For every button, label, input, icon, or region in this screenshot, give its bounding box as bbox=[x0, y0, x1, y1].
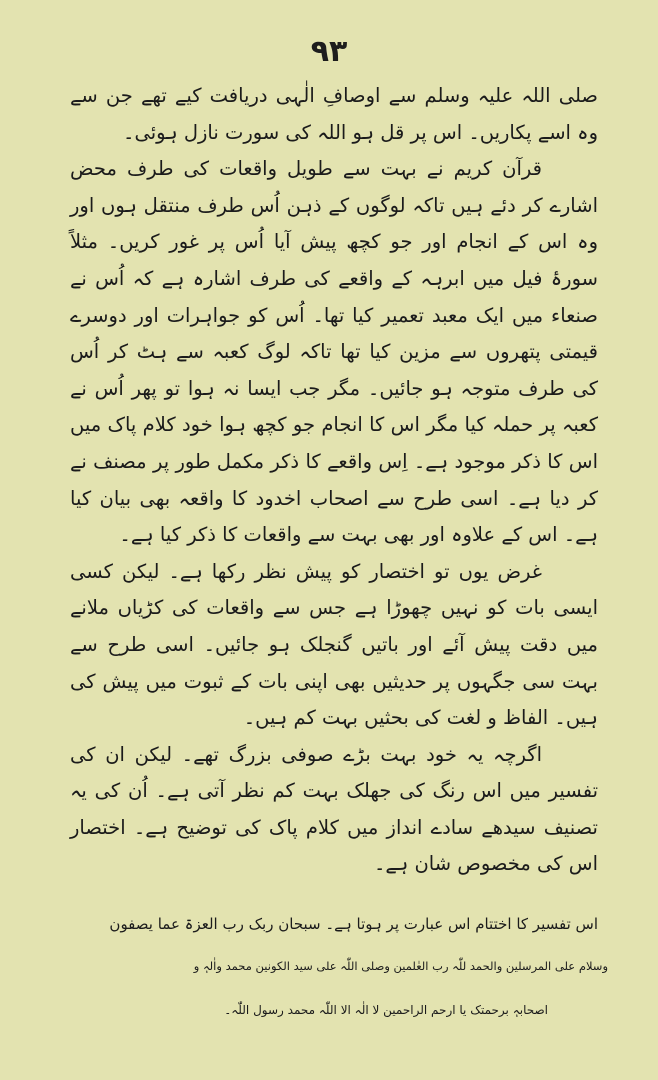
closing-line-2: وسلام علی المرسلین والحمد للّٰہ رب العٰلمین وصلی اللّٰہ علی سید الکونین محمد واٰلہٖ و bbox=[193, 959, 608, 973]
paragraph-1: صلی اللہ علیہ وسلم سے اوصافِ الٰہی دریافت کیے تھے جن سے وہ اسے پکاریں۔ اس پر قل ہو اللہ کی سورت نازل ہوئی۔ bbox=[70, 84, 598, 144]
closing-line-3: اصحابہٖ برحمتک یا ارحم الراحمین لا الٰہ الا اللّٰہ محمد رسول اللّٰہ۔ bbox=[224, 1003, 548, 1017]
closing-line-1: اس تفسیر کا اختتام اس عبارت پر ہوتا ہے۔ سبحان ربک رب العزۃ عما یصفون bbox=[109, 915, 598, 933]
paragraph-3: غرض یوں تو اختصار کو پیش نظر رکھا ہے۔ لیکن کسی ایسی بات کو نہیں چھوڑا ہے جس سے واقعات کی کڑیاں ملانے میں دقت پیش آئے اور باتیں گنجلک ہو جائیں۔ اسی طرح سے بہت سی جگہوں پر حدیثیں بھی اپنی بات کے ثبوت میں پیش کی ہیں۔ الفاظ و لغت کی بحثیں بہت کم ہیں۔ bbox=[70, 559, 598, 730]
page-number: ۹۳ bbox=[310, 34, 348, 69]
paragraph-4: اگرچہ یہ خود بہت بڑے صوفی بزرگ تھے۔ لیکن ان کی تفسیر میں اس رنگ کی جھلک بہت کم نظر آتی ہے۔ اُن کی یہ تصنیف سیدھے سادے انداز میں کلام پاک کی توضیح ہے۔ اختصار اس کی مخصوص شان ہے۔ bbox=[70, 742, 598, 876]
paragraph-2: قرآن کریم نے بہت سے طویل واقعات کی طرف محض اشارے کر دئے ہیں تاکہ لوگوں کے ذہن اُس طرف منتقل ہوں اور وہ اس کے انجام اور جو کچھ پیش آیا اُس پر غور کریں۔ مثلاً سورۂ فیل میں ابرہہ کے واقعے کی طرف اشارہ ہے کہ اُس نے صنعاء میں ایک معبد تعمیر کیا تھا۔ اُس کو جواہرات اور دوسرے قیمتی پتھروں سے مزین کیا تھا تاکہ لوگ کعبہ سے ہٹ کر اُس کی طرف متوجہ ہو جائیں۔ مگر جب ایسا نہ ہوا تو پھر اُس نے کعبہ پر حملہ کیا مگر اس کا انجام جو کچھ ہوا خود کلام پاک میں اس کا ذکر موجود ہے۔ اِس واقعے کا ذکر مکمل طور پر مصنف نے کر دیا ہے۔ اسی طرح سے اصحاب اخدود کا واقعہ بھی بیان کیا ہے۔ اس کے علاوہ اور بھی بہت سے واقعات کا ذکر کیا ہے۔ bbox=[70, 157, 598, 547]
body-text bbox=[70, 78, 598, 883]
closing-lines bbox=[56, 904, 608, 1032]
